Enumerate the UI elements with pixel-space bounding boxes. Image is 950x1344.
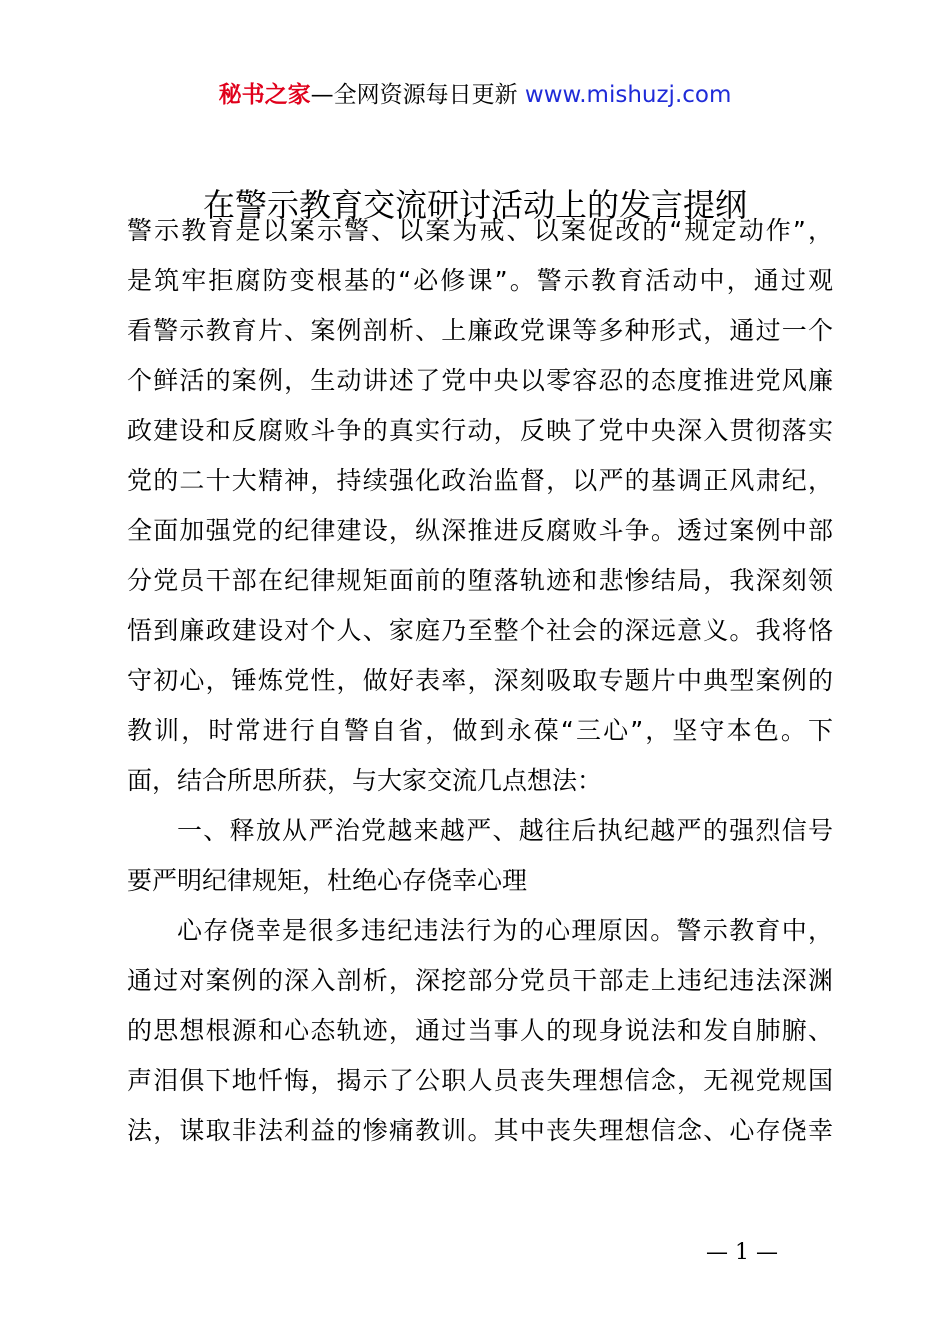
text-line: 守初心，锤炼党性，做好表率，深刻吸取专题片中典型案例的 bbox=[127, 666, 833, 695]
section-paragraph-1 bbox=[127, 906, 833, 1156]
document-title: 在警示教育交流研讨活动上的发言提纲 bbox=[202, 186, 747, 224]
intro-paragraph bbox=[127, 206, 833, 806]
text-line: 分党员干部在纪律规矩面前的堕落轨迹和悲惨结局，我深刻领 bbox=[127, 566, 833, 595]
text-line: 面，结合所思所获，与大家交流几点想法： bbox=[127, 766, 603, 795]
text-line: 一、释放从严治党越来越严、越往后执纪越严的强烈信号 bbox=[177, 816, 833, 845]
text-line: 个鲜活的案例，生动讲述了党中央以零容忍的态度推进党风廉 bbox=[127, 366, 833, 395]
text-line: 教训，时常进行自警自省，做到永葆“三心”，坚守本色。下 bbox=[127, 716, 833, 745]
site-header bbox=[0, 78, 950, 112]
text-line: 看警示教育片、案例剖析、上廉政党课等多种形式，通过一个 bbox=[127, 316, 833, 345]
text-line: 心存侥幸是很多违纪违法行为的心理原因。警示教育中， bbox=[177, 916, 833, 945]
text-line: 全面加强党的纪律建设，纵深推进反腐败斗争。透过案例中部 bbox=[127, 516, 833, 545]
page-number: — 1 — bbox=[706, 1240, 778, 1265]
text-line: 通过对案例的深入剖析，深挖部分党员干部走上违纪违法深渊 bbox=[127, 966, 833, 995]
text-line: 党的二十大精神，持续强化政治监督，以严的基调正风肃纪， bbox=[127, 466, 833, 495]
text-line: 法，谋取非法利益的惨痛教训。其中丧失理想信念、心存侥幸 bbox=[127, 1116, 833, 1145]
text-line: 警示教育是以案示警、以案为戒、以案促改的“规定动作”， bbox=[127, 216, 833, 245]
text-line: 声泪俱下地忏悔，揭示了公职人员丧失理想信念，无视党规国 bbox=[127, 1066, 833, 1095]
text-line: 政建设和反腐败斗争的真实行动，反映了党中央深入贯彻落实 bbox=[127, 416, 833, 445]
document-body bbox=[127, 206, 833, 1156]
text-line: 的思想根源和心态轨迹，通过当事人的现身说法和发自肺腑、 bbox=[127, 1016, 833, 1045]
section-heading-1 bbox=[127, 806, 833, 906]
text-line: 要严明纪律规矩，杜绝心存侥幸心理 bbox=[127, 866, 528, 895]
header-slogan: —全网资源每日更新 bbox=[310, 82, 525, 108]
brand-name: 秘书之家 bbox=[218, 82, 311, 108]
text-line: 悟到廉政建设对个人、家庭乃至整个社会的深远意义。我将恪 bbox=[127, 616, 833, 645]
site-url-link[interactable]: www.mishuzj.com bbox=[524, 82, 732, 108]
text-line: 是筑牢拒腐防变根基的“必修课”。警示教育活动中，通过观 bbox=[127, 266, 833, 295]
